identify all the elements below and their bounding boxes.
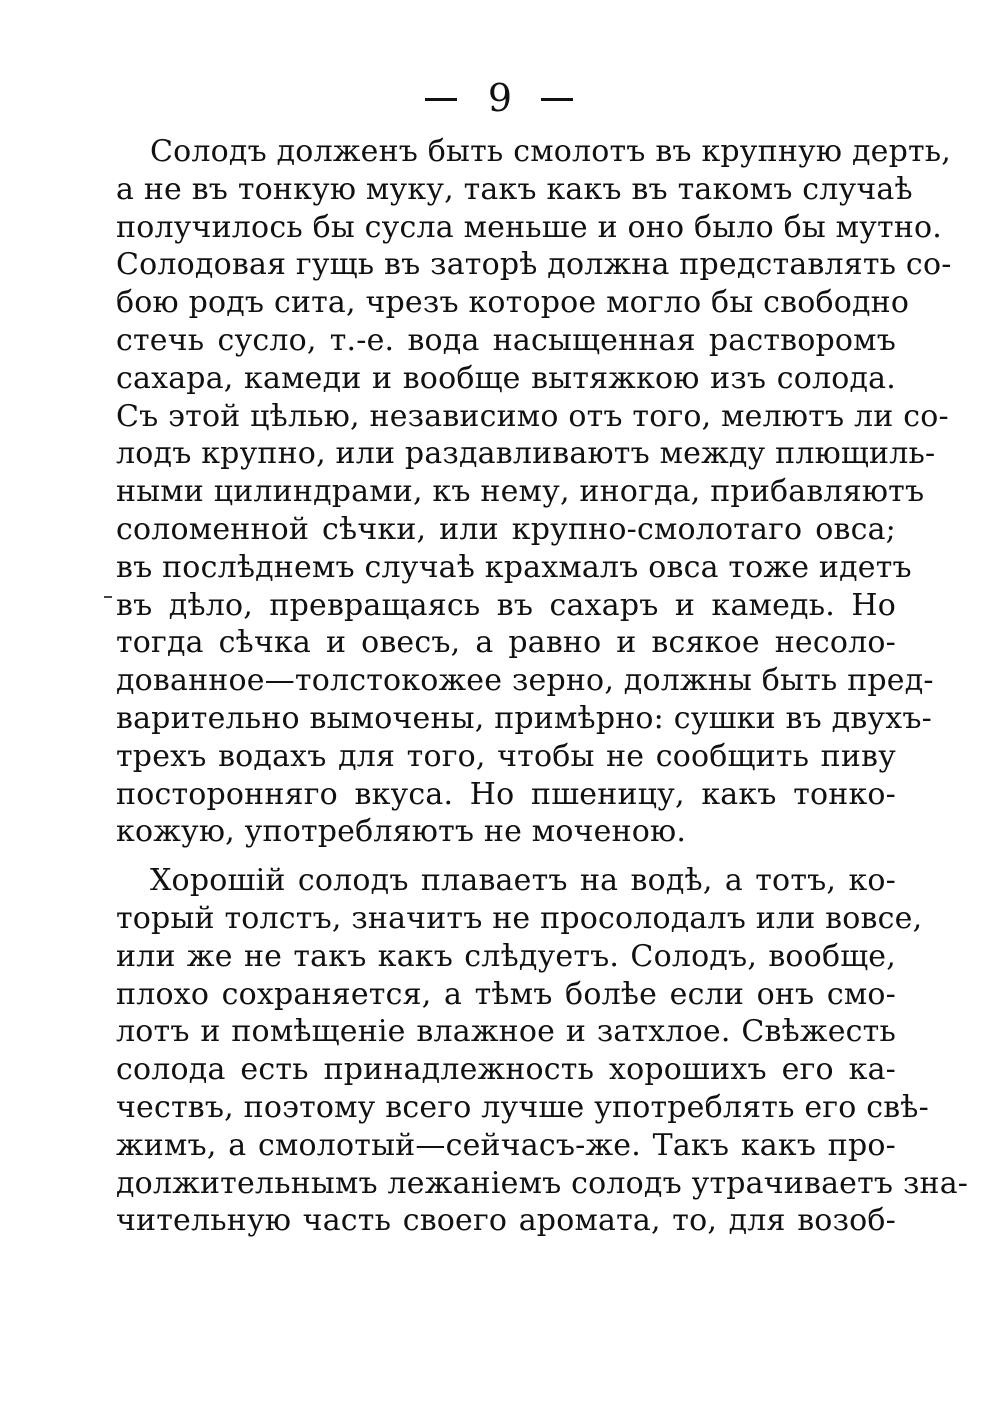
text-line: торый толстъ, значитъ не просолодалъ или вовсе, (116, 900, 923, 936)
text-line: получилось бы сусла меньше и оно было бы мутно. (116, 209, 943, 245)
text-line: чествъ, поэтому всего лучше употреблять его свѣ- (116, 1089, 929, 1125)
text-line: дованное—толстокожее зерно, должны быть пред- (116, 663, 934, 699)
text-line: бою родъ сита, чрезъ которое могло бы свободно (116, 285, 910, 321)
text-line: чительную часть своего аромата, то, для возоб- (116, 1203, 896, 1239)
text-line: ными цилиндрами, къ нему, иногда, прибавляютъ (116, 474, 925, 510)
text-line: въ послѣднемъ случаѣ крахмалъ овса тоже идетъ (116, 549, 912, 585)
text-line: трехъ водахъ для того, чтобы не сообщить пиву (116, 738, 896, 774)
text-line: кожую, употребляютъ не моченою. (116, 814, 687, 850)
text-line: а не въ тонкую муку, такъ какъ въ такомъ случаѣ (116, 171, 913, 207)
text-line: Солодовая гущь въ заторѣ должна представлять со- (116, 247, 952, 283)
text-line: стечь сусло, т.-е. вода насыщенная растворомъ (116, 322, 896, 358)
page-number: 9 (487, 76, 513, 120)
page-header (0, 78, 1000, 118)
paragraph-1 (116, 133, 952, 851)
text-line: или же не такъ какъ слѣдуетъ. Солодъ, вообще, (116, 938, 896, 974)
body-text (116, 133, 969, 1240)
text-line: должительнымъ лежаніемъ солодъ утрачиваетъ зна- (116, 1165, 969, 1201)
left-dash (425, 98, 457, 101)
text-line: Съ этой цѣлью, независимо отъ того, мелютъ ли со- (116, 398, 949, 434)
paragraph-2 (116, 862, 969, 1240)
text-line: лотъ и помѣщеніе влажное и затхлое. Свѣжесть (116, 1014, 896, 1050)
text-line: въ дѣло, превращаясь въ сахаръ и камедь. Но (116, 587, 896, 623)
text-line: Солодъ долженъ быть смолотъ въ крупную дерть, (150, 134, 952, 169)
margin-mark (104, 596, 112, 598)
text-line: плохо сохраняется, а тѣмъ болѣе если онъ смо- (116, 976, 896, 1012)
text-line: тогда сѣчка и овесъ, а равно и всякое несоло- (116, 625, 896, 661)
text-line: посторонняго вкуса. Но пшеницу, какъ тонко- (116, 776, 896, 812)
text-line: Хорошій солодъ плаваетъ на водѣ, а тотъ, ко- (150, 863, 896, 899)
right-dash (541, 98, 573, 101)
text-line: лодъ крупно, или раздавливаютъ между плющиль- (116, 436, 936, 472)
text-line: варительно вымочены, примѣрно: сушки въ двухъ- (116, 700, 933, 736)
text-line: жимъ, а смолотый—сейчасъ-же. Такъ какъ про- (116, 1127, 896, 1163)
text-line: сахара, камеди и вообще вытяжкою изъ солода. (116, 360, 896, 396)
text-line: солода есть принадлежность хорошихъ его ка- (116, 1052, 896, 1088)
text-line: соломенной сѣчки, или крупно-смолотаго овса; (116, 511, 896, 547)
